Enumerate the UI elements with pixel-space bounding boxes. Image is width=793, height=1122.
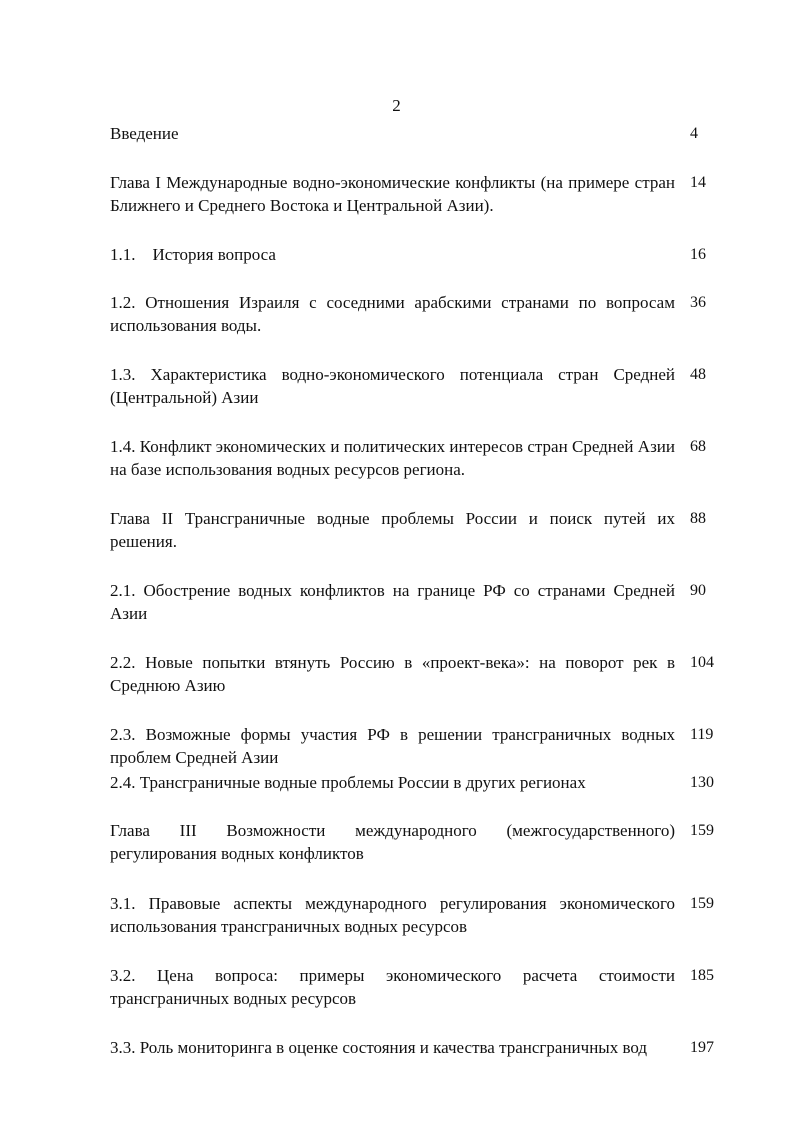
toc-entry-page: 119 xyxy=(690,726,714,743)
toc-entry-title: 1.1. История вопроса xyxy=(110,245,276,264)
toc-entry-page: 90 xyxy=(690,582,706,599)
toc-entry-title: Глава III Возможности международного (межгосударственного) регулирования водных конфликтов xyxy=(110,821,675,863)
toc-entry-title: 1.2. Отношения Израиля с соседними арабскими странами по вопросам использования воды. xyxy=(110,293,675,335)
toc-entry xyxy=(110,435,710,481)
toc-entry xyxy=(110,651,714,697)
toc-entry-title: Глава II Трансграничные водные проблемы России и поиск путей их решения. xyxy=(110,509,675,551)
toc-entry xyxy=(110,723,714,769)
page-number: 2 xyxy=(392,96,401,115)
toc-entry xyxy=(110,171,710,217)
toc-entry-title: 2.2. Новые попытки втянуть Россию в «проект-века»: на поворот рек в Среднюю Азию xyxy=(110,653,675,695)
toc-entry-title: 3.3. Роль мониторинга в оценке состояния и качества трансграничных вод xyxy=(110,1038,648,1057)
toc-entry-page: 159 xyxy=(690,895,714,912)
toc-entry xyxy=(110,291,710,337)
toc-entry-page: 14 xyxy=(690,174,706,191)
toc-entry-page: 48 xyxy=(690,366,706,383)
toc-entry-page: 185 xyxy=(690,967,714,984)
toc-entry-title: 1.3. Характеристика водно-экономического потенциала стран Средней (Центральной) Азии xyxy=(110,365,675,407)
toc-entry xyxy=(110,579,710,625)
toc-entry xyxy=(110,243,710,266)
toc-entry-page: 104 xyxy=(690,654,714,671)
toc-entry xyxy=(110,819,714,865)
toc-entry-title: 1.4. Конфликт экономических и политических интересов стран Средней Азии на базе использования водных ресурсов региона. xyxy=(110,437,675,479)
toc-entry-page: 197 xyxy=(690,1039,714,1056)
toc-entry xyxy=(110,363,710,409)
toc-entry-title: 3.2. Цена вопроса: примеры экономического расчета стоимости трансграничных водных ресурсов xyxy=(110,966,675,1008)
toc-entry-page: 36 xyxy=(690,294,706,311)
toc-entry-page: 16 xyxy=(690,246,706,263)
toc-entry-title: 3.1. Правовые аспекты международного регулирования экономического использования трансграничных водных ресурсов xyxy=(110,894,675,936)
toc-entry xyxy=(110,1036,714,1059)
toc-entry-title: 2.1. Обострение водных конфликтов на границе РФ со странами Средней Азии xyxy=(110,581,675,623)
toc-entry xyxy=(110,771,714,794)
toc-entry xyxy=(110,507,710,553)
toc-entry-title: Глава I Международные водно-экономические конфликты (на примере стран Ближнего и Среднего Востока и Центральной Азии). xyxy=(110,173,675,215)
toc-entry-title: Введение xyxy=(110,124,179,143)
toc-entry-page: 88 xyxy=(690,510,706,527)
toc-entry-title: 2.4. Трансграничные водные проблемы России в других регионах xyxy=(110,773,586,792)
toc-entry xyxy=(110,122,710,145)
toc-entry-page: 159 xyxy=(690,822,714,839)
toc-entry xyxy=(110,892,714,938)
toc-entry-page: 4 xyxy=(690,125,698,142)
toc-entry-page: 130 xyxy=(690,774,714,791)
toc-entry-title: 2.3. Возможные формы участия РФ в решении трансграничных водных проблем Средней Азии xyxy=(110,725,675,767)
toc-entry xyxy=(110,964,714,1010)
toc-entry-page: 68 xyxy=(690,438,706,455)
